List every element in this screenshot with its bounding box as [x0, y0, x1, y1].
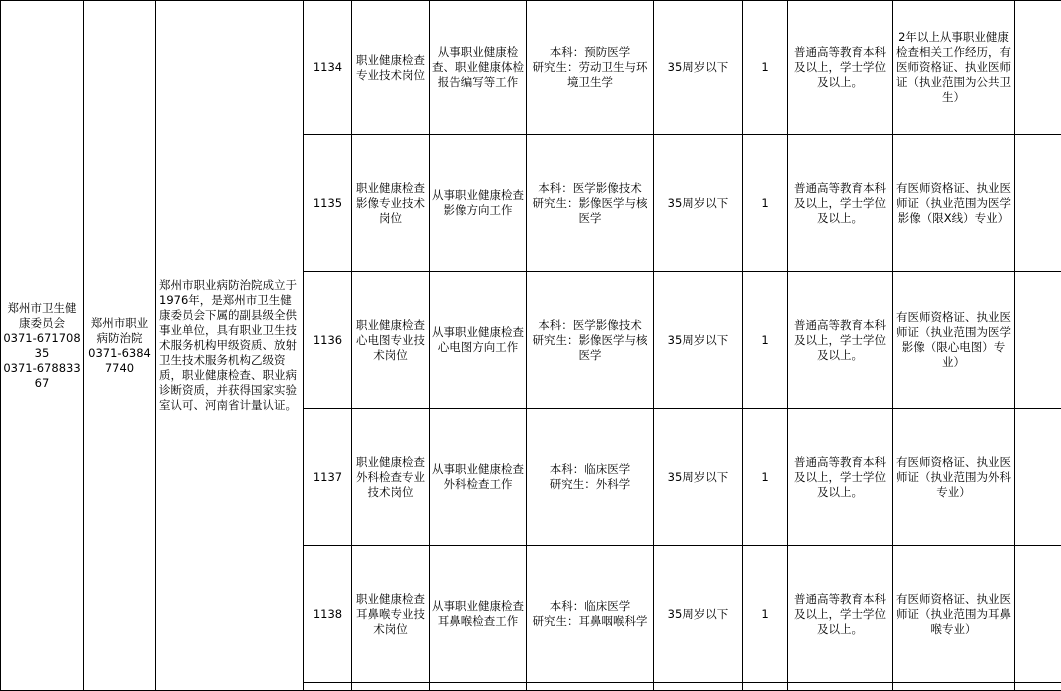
blank-cell — [743, 683, 788, 691]
unit-description: 郑州市职业病防治院成立于1976年，是郑州市卫生健康委员会下属的副县级全供事业单位，具有职业卫生技术服务机构甲级资质、放射卫生技术服务机构乙级资质，职业健康检查、职业病诊断资质，并获得国家实验室认可、河南省计量认证。 — [156, 1, 304, 691]
unit-name: 郑州市职业病防治院 — [90, 315, 149, 345]
blank-cell — [1015, 135, 1061, 272]
position-age: 35周岁以下 — [654, 1, 743, 135]
position-education: 普通高等教育本科及以上，学士学位及以上。 — [788, 272, 893, 409]
position-title: 职业健康检查耳鼻喉专业技术岗位 — [352, 546, 430, 683]
authority-phone-2: 0371-67883367 — [3, 360, 81, 390]
position-code: 1134 — [304, 1, 352, 135]
position-title: 职业健康检查专业技术岗位 — [352, 1, 430, 135]
table-row — [1, 1, 1061, 135]
blank-cell — [527, 683, 654, 691]
position-duty: 从事职业健康检查影像方向工作 — [430, 135, 527, 272]
position-education: 普通高等教育本科及以上，学士学位及以上。 — [788, 135, 893, 272]
position-education: 普通高等教育本科及以上，学士学位及以上。 — [788, 1, 893, 135]
position-count: 1 — [743, 546, 788, 683]
position-title: 职业健康检查影像专业技术岗位 — [352, 135, 430, 272]
position-other: 2年以上从事职业健康检查相关工作经历，有医师资格证、执业医师证（执业范围为公共卫生） — [893, 1, 1015, 135]
position-age: 35周岁以下 — [654, 546, 743, 683]
position-other: 有医师资格证、执业医师证（执业范围为耳鼻喉专业） — [893, 546, 1015, 683]
unit-cell — [84, 1, 156, 691]
position-education: 普通高等教育本科及以上，学士学位及以上。 — [788, 409, 893, 546]
position-major — [527, 272, 654, 409]
authority-phone-1: 0371-67170835 — [3, 330, 81, 360]
blank-cell — [1015, 272, 1061, 409]
position-major — [527, 1, 654, 135]
position-duty: 从事职业健康检查心电图方向工作 — [430, 272, 527, 409]
position-age: 35周岁以下 — [654, 272, 743, 409]
position-age: 35周岁以下 — [654, 135, 743, 272]
authority-name: 郑州市卫生健康委员会 — [7, 300, 77, 330]
authority-cell — [1, 1, 84, 691]
position-other: 有医师资格证、执业医师证（执业范围为医学影像（限X线）专业） — [893, 135, 1015, 272]
position-code: 1138 — [304, 546, 352, 683]
blank-cell — [430, 683, 527, 691]
position-count: 1 — [743, 409, 788, 546]
position-count: 1 — [743, 272, 788, 409]
blank-cell — [352, 683, 430, 691]
blank-cell — [788, 683, 893, 691]
unit-phone: 0371-63847740 — [88, 345, 151, 375]
position-major — [527, 546, 654, 683]
major-text: 本科：临床医学 研究生：耳鼻咽喉科学 — [532, 599, 648, 628]
blank-cell — [1015, 683, 1061, 691]
position-major — [527, 135, 654, 272]
position-duty: 从事职业健康检查外科检查工作 — [430, 409, 527, 546]
position-code: 1137 — [304, 409, 352, 546]
position-title: 职业健康检查外科检查专业技术岗位 — [352, 409, 430, 546]
position-education: 普通高等教育本科及以上，学士学位及以上。 — [788, 546, 893, 683]
major-text: 本科：医学影像技术 研究生：影像医学与核医学 — [532, 317, 648, 362]
position-count: 1 — [743, 1, 788, 135]
blank-cell — [304, 683, 352, 691]
blank-cell — [893, 683, 1015, 691]
position-code: 1136 — [304, 272, 352, 409]
position-major — [527, 409, 654, 546]
major-text: 本科：预防医学 研究生：劳动卫生与环境卫生学 — [532, 45, 648, 89]
blank-cell — [1015, 1, 1061, 135]
major-text: 本科：医学影像技术 研究生：影像医学与核医学 — [532, 180, 648, 225]
blank-cell — [1015, 546, 1061, 683]
blank-cell — [1015, 409, 1061, 546]
major-text: 本科：临床医学 研究生：外科学 — [549, 462, 631, 491]
position-duty: 从事职业健康检查、职业健康体检报告编写等工作 — [430, 1, 527, 135]
position-other: 有医师资格证、执业医师证（执业范围为外科专业） — [893, 409, 1015, 546]
blank-cell — [654, 683, 743, 691]
position-title: 职业健康检查心电图专业技术岗位 — [352, 272, 430, 409]
position-age: 35周岁以下 — [654, 409, 743, 546]
position-count: 1 — [743, 135, 788, 272]
position-duty: 从事职业健康检查耳鼻喉检查工作 — [430, 546, 527, 683]
position-code: 1135 — [304, 135, 352, 272]
position-other: 有医师资格证、执业医师证（执业范围为医学影像（限心电图）专业） — [893, 272, 1015, 409]
